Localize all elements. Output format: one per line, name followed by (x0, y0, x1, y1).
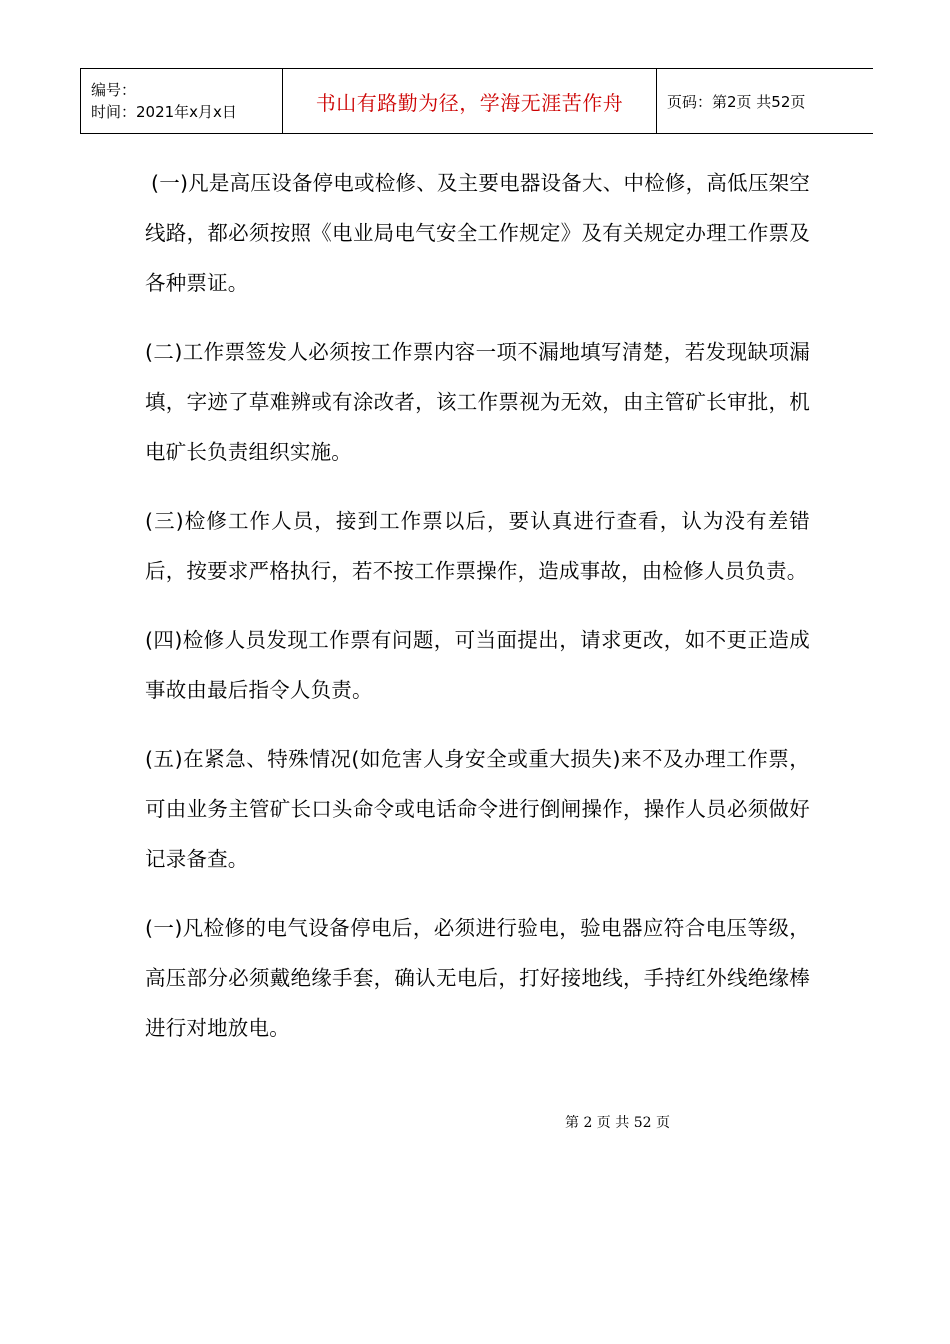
paragraph: (四)检修人员发现工作票有问题，可当面提出，请求更改，如不更正造成事故由最后指令人负责。 (145, 628, 810, 702)
paragraph: (三)检修工作人员，接到工作票以后，要认真进行查看，认为没有差错后，按要求严格执行，若不按工作票操作，造成事故，由检修人员负责。 (145, 509, 810, 583)
footer-page-indicator: 第 2 页 共 52 页 (565, 1115, 670, 1131)
document-number-label: 编号： (91, 81, 137, 99)
header-motto: 书山有路勤为径，学海无涯苦作舟 (315, 90, 624, 115)
header-page-code: 页码：第2页 共52页 (667, 92, 806, 111)
header-meta-cell (81, 69, 283, 134)
paragraph: (一)凡检修的电气设备停电后，必须进行验电，验电器应符合电压等级，高压部分必须戴绝缘手套，确认无电后，打好接地线，手持红外线绝缘棒进行对地放电。 (145, 916, 810, 1040)
document-body (145, 158, 810, 1072)
paragraph: (五)在紧急、特殊情况(如危害人身安全或重大损失)来不及办理工作票，可由业务主管矿长口头命令或电话命令进行倒闸操作，操作人员必须做好记录备查。 (145, 747, 810, 871)
page-footer (565, 1112, 670, 1132)
document-date-label: 时间：2021年x月x日 (91, 103, 237, 121)
header-motto-cell (283, 69, 657, 134)
header-page-cell (657, 69, 874, 134)
document-header (80, 68, 873, 134)
paragraph: (一)凡是高压设备停电或检修、及主要电器设备大、中检修，高低压架空线路，都必须按照《电业局电气安全工作规定》及有关规定办理工作票及各种票证。 (145, 171, 810, 295)
paragraph: (二)工作票签发人必须按工作票内容一项不漏地填写清楚，若发现缺项漏填，字迹了草难辨或有涂改者，该工作票视为无效，由主管矿长审批，机电矿长负责组织实施。 (145, 340, 810, 464)
